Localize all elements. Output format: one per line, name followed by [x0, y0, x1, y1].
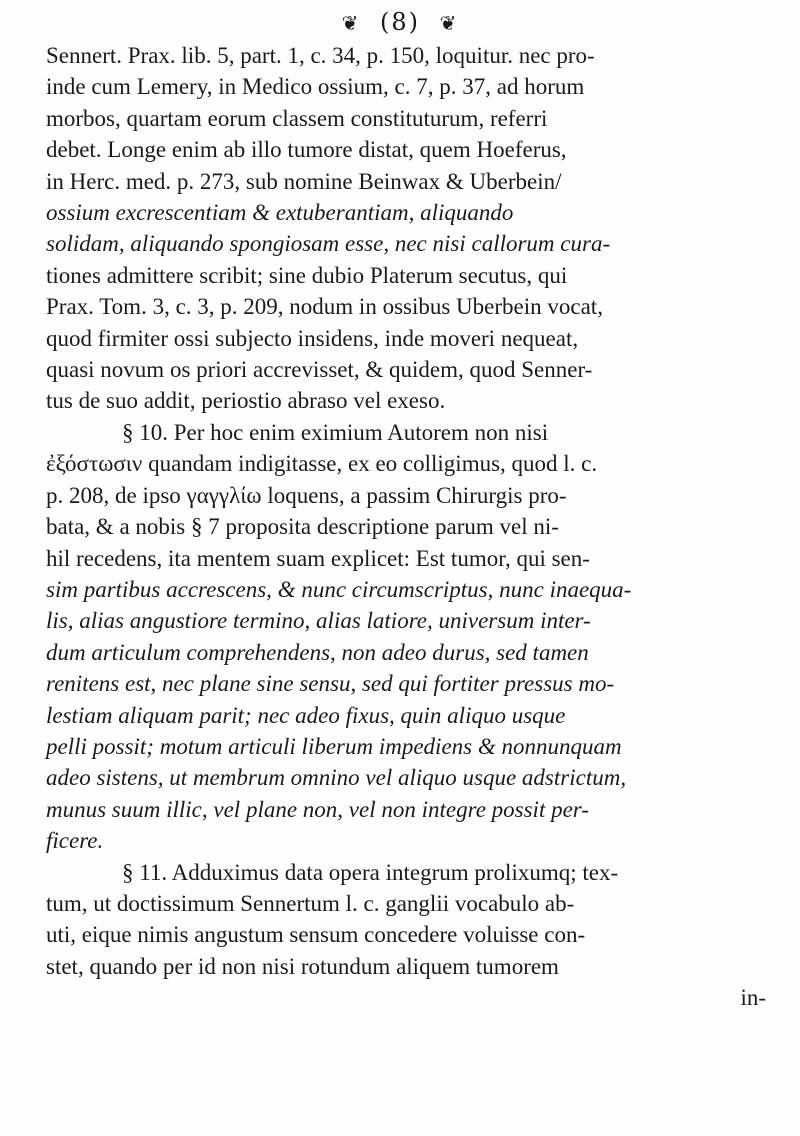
page-number: (8) — [380, 8, 420, 36]
text-line: sim partibus accrescens, & nunc circumscriptus, nunc inaequa- — [46, 576, 632, 602]
text-line: Prax. Tom. 3, c. 3, p. 209, nodum in ossibus Uberbein vocat, — [46, 294, 603, 320]
text-line: quasi novum os priori accrevisset, & quidem, quod Senner- — [46, 357, 593, 383]
text-line: hil recedens, ita mentem suam explicet: Est tumor, qui sen- — [46, 545, 590, 571]
text-line: p. 208, de ipso γαγγλίω loquens, a passim Chirurgis pro- — [46, 482, 567, 508]
text-line: uti, eique nimis angustum sensum concedere voluisse con- — [46, 922, 586, 948]
text-line: dum articulum comprehendens, non adeo durus, sed tamen — [46, 639, 589, 665]
text-line: quod firmiter ossi subjecto insidens, inde moveri nequeat, — [46, 325, 579, 351]
paragraph-start: § 11. Adduximus data opera integrum prolixumq; tex- — [122, 859, 619, 885]
text-line: lis, alias angustiore termino, alias latiore, universum inter- — [46, 608, 591, 634]
text-line: renitens est, nec plane sine sensu, sed qui fortiter pressus mo- — [46, 671, 615, 697]
text-line: debet. Longe enim ab illo tumore distat, quem Hoeferus, — [46, 137, 567, 163]
text-line: lestiam aliquam parit; nec adeo fixus, quin aliquo usque — [46, 702, 566, 728]
page-header — [0, 8, 800, 36]
right-ornament-icon: ❦ — [439, 11, 459, 35]
text-line: bata, & a nobis § 7 proposita descriptione parum vel ni- — [46, 514, 559, 540]
body-text — [46, 40, 766, 1014]
text-line: adeo sistens, ut membrum omnino vel aliquo usque adstrictum, — [46, 765, 627, 791]
text-line: ossium excrescentiam & extuberantiam, aliquando — [46, 200, 514, 226]
text-line: pelli possit; motum articuli liberum impediens & nonnunquam — [46, 733, 622, 759]
left-ornament-icon: ❦ — [341, 11, 361, 35]
text-line: tiones admittere scribit; sine dubio Platerum secutus, qui — [46, 262, 568, 288]
text-line: ficere. — [46, 828, 104, 854]
text-line: munus suum illic, vel plane non, vel non integre possit per- — [46, 796, 589, 822]
text-line: morbos, quartam eorum classem constituturum, referri — [46, 105, 548, 131]
text-line: tus de suo addit, periostio abraso vel exeso. — [46, 388, 446, 414]
text-line: solidam, aliquando spongiosam esse, nec nisi callorum cura- — [46, 231, 611, 257]
text-line: Sennert. Prax. lib. 5, part. 1, c. 34, p. 150, loquitur. nec pro- — [46, 43, 595, 68]
text-line: stet, quando per id non nisi rotundum aliquem tumorem — [46, 953, 559, 979]
text-line: ἐξόστωσιν quandam indigitasse, ex eo colligimus, quod l. c. — [46, 451, 598, 477]
text-line: in Herc. med. p. 273, sub nomine Beinwax & Uberbein/ — [46, 168, 562, 194]
paragraph-start: § 10. Per hoc enim eximium Autorem non nisi — [122, 419, 549, 445]
text-line: inde cum Lemery, in Medico ossium, c. 7, p. 37, ad horum — [46, 74, 585, 100]
catchword: in- — [740, 985, 766, 1011]
text-line: tum, ut doctissimum Sennertum l. c. ganglii vocabulo ab- — [46, 890, 575, 916]
